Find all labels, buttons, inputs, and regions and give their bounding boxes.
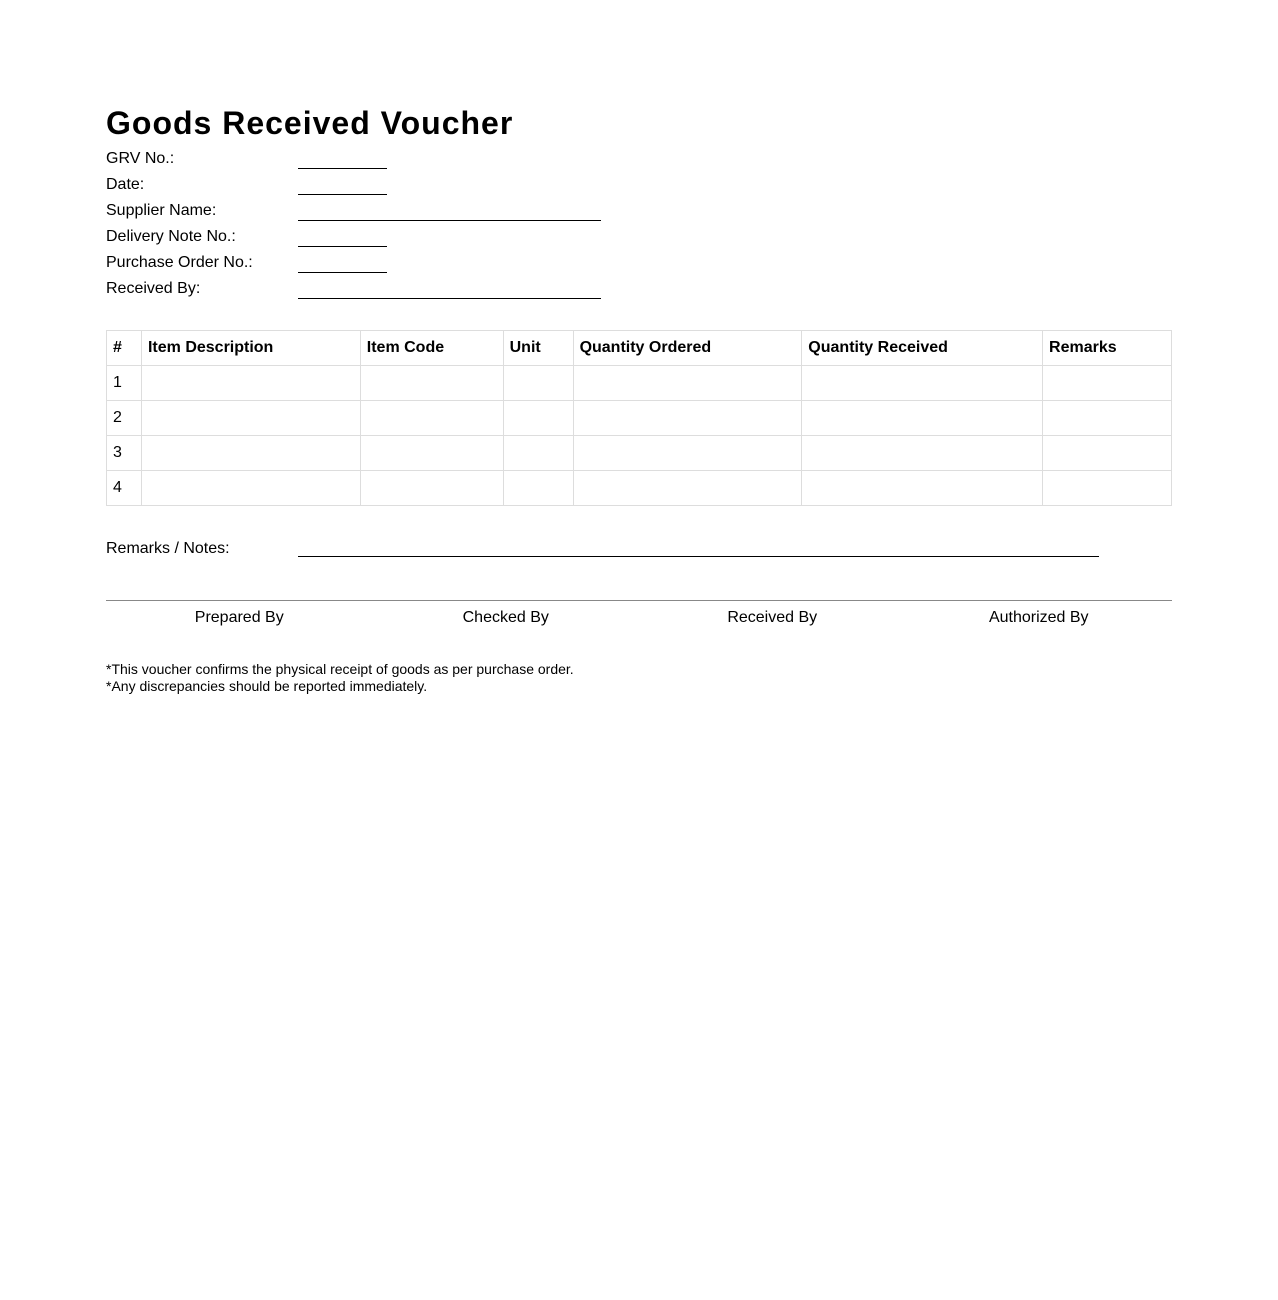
- row-number: 3: [107, 436, 142, 471]
- quantity-ordered-cell[interactable]: [573, 436, 802, 471]
- item-description-cell[interactable]: [141, 471, 360, 506]
- field-label: Delivery Note No.:: [106, 228, 236, 245]
- page-title: Goods Received Voucher: [106, 105, 514, 141]
- field-delivery-note-no: [106, 224, 1172, 250]
- signature-checked-by: Checked By: [462, 609, 549, 626]
- table-row: [107, 366, 1172, 401]
- quantity-ordered-cell[interactable]: [573, 366, 802, 401]
- voucher-page: [106, 100, 1172, 695]
- footnotes: [106, 661, 1172, 695]
- quantity-received-cell[interactable]: [802, 401, 1043, 436]
- remarks-notes-label: Remarks / Notes:: [106, 540, 230, 557]
- column-header-item-code: Item Code: [360, 331, 503, 366]
- signature-prepared-by: Prepared By: [194, 609, 284, 626]
- item-code-cell[interactable]: [360, 366, 503, 401]
- quantity-received-cell[interactable]: [802, 436, 1043, 471]
- field-purchase-order-no: [106, 250, 1172, 276]
- item-code-cell[interactable]: [360, 471, 503, 506]
- quantity-ordered-cell[interactable]: [573, 401, 802, 436]
- column-header-item-description: Item Description: [141, 331, 360, 366]
- grv-no-input[interactable]: [298, 147, 387, 169]
- quantity-received-cell[interactable]: [802, 471, 1043, 506]
- row-number: 2: [107, 401, 142, 436]
- field-label: Received By:: [106, 280, 201, 297]
- received-by-input[interactable]: [298, 277, 601, 299]
- remarks-cell[interactable]: [1043, 436, 1172, 471]
- signature-authorized-by: Authorized By: [988, 609, 1089, 626]
- field-date: [106, 172, 1172, 198]
- column-header-quantity-received: Quantity Received: [802, 331, 1043, 366]
- column-header-quantity-ordered: Quantity Ordered: [573, 331, 802, 366]
- signature-received-by: Received By: [727, 609, 818, 626]
- field-label: Date:: [106, 176, 145, 193]
- table-row: [107, 471, 1172, 506]
- quantity-received-cell[interactable]: [802, 366, 1043, 401]
- field-supplier-name: [106, 198, 1172, 224]
- field-received-by: [106, 276, 1172, 302]
- remarks-notes-row: [106, 538, 1172, 558]
- column-header-unit: Unit: [503, 331, 573, 366]
- remarks-cell[interactable]: [1043, 471, 1172, 506]
- signature-divider: [106, 600, 1172, 601]
- remarks-notes-input[interactable]: [298, 538, 1099, 557]
- unit-cell[interactable]: [503, 436, 573, 471]
- column-header-remarks: Remarks: [1043, 331, 1172, 366]
- table-row: [107, 436, 1172, 471]
- field-grv-no: [106, 146, 1172, 172]
- field-label: Supplier Name:: [106, 202, 217, 219]
- row-number: 4: [107, 471, 142, 506]
- remarks-cell[interactable]: [1043, 401, 1172, 436]
- supplier-name-input[interactable]: [298, 199, 601, 221]
- items-table: [106, 330, 1172, 506]
- signature-row: [106, 609, 1172, 627]
- unit-cell[interactable]: [503, 401, 573, 436]
- field-label: Purchase Order No.:: [106, 254, 253, 271]
- field-label: GRV No.:: [106, 150, 175, 167]
- table-row: [107, 401, 1172, 436]
- footnote: *This voucher confirms the physical receipt of goods as per purchase order.: [106, 661, 574, 677]
- column-header-number: #: [107, 331, 142, 366]
- item-description-cell[interactable]: [141, 366, 360, 401]
- quantity-ordered-cell[interactable]: [573, 471, 802, 506]
- purchase-order-no-input[interactable]: [298, 251, 387, 273]
- item-code-cell[interactable]: [360, 401, 503, 436]
- unit-cell[interactable]: [503, 366, 573, 401]
- row-number: 1: [107, 366, 142, 401]
- table-header-row: [107, 331, 1172, 366]
- footnote: *Any discrepancies should be reported immediately.: [106, 678, 428, 694]
- unit-cell[interactable]: [503, 471, 573, 506]
- remarks-cell[interactable]: [1043, 366, 1172, 401]
- item-description-cell[interactable]: [141, 436, 360, 471]
- header-fields: [106, 146, 1172, 302]
- delivery-note-no-input[interactable]: [298, 225, 387, 247]
- date-input[interactable]: [298, 173, 387, 195]
- item-code-cell[interactable]: [360, 436, 503, 471]
- item-description-cell[interactable]: [141, 401, 360, 436]
